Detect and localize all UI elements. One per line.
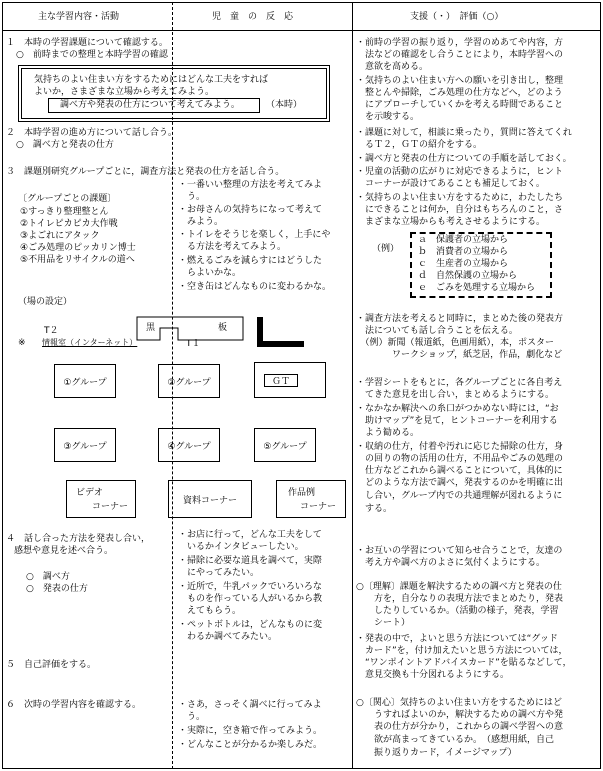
pc-room-label: 情報室（インターネット） xyxy=(42,338,138,347)
step4-title: ４ 話し合った方法を発表し合い， xyxy=(6,534,151,544)
support-line: ○〔理解〕課題を解決するための調べ方と発表の仕 xyxy=(356,582,562,592)
support-line: コーナーが設けてあることも補足しておく。 xyxy=(356,179,545,189)
reaction-line: ・一番いい整理の方法を考えてみよ xyxy=(178,180,323,190)
group-3-table: ③グループ xyxy=(54,428,116,462)
support-line: 整とんや掃除，ごみ処理の仕方などへ，どのよう xyxy=(356,88,563,98)
support-line: まざまな立場からも考えさせるようにする。 xyxy=(356,217,546,227)
reaction-line: ・ペットボトルは，どんなものに変 xyxy=(178,620,323,630)
reaction-line: ものを作っている人がいるから教 xyxy=(178,594,323,604)
step5-title: ５ 自己評価をする。 xyxy=(6,660,97,670)
step6-title: ６ 次時の学習内容を確認する。 xyxy=(6,700,142,710)
support-line: する。 xyxy=(356,504,393,514)
group-item: ④ごみ処理のピッカリン博士 xyxy=(20,243,136,253)
reaction-line: う。 xyxy=(178,712,206,722)
example-label: （例） xyxy=(372,244,400,254)
reaction-line: いるかインタビューしたい。 xyxy=(178,542,304,552)
support-line: にアプローチしていくかを考える時間であること xyxy=(356,100,564,110)
support-line: ・お互いの学習について知らせ合うことで，友達の xyxy=(356,546,563,556)
example-item: ｃ 生産者の立場から xyxy=(418,259,509,269)
support-line: したりしているか。（活動の様子，発表，学習 xyxy=(356,606,559,616)
support-line: ・調べ方と発表の仕方についての手順を話しておく。 xyxy=(356,154,572,164)
reaction-line: ・燃えるごみを減らすにはどうした xyxy=(178,256,323,266)
support-line: ・学習シートをもとに，各グループごとに各自考え xyxy=(356,378,563,388)
support-line: 助けマップ”を見て，ヒントコーナーを利用する xyxy=(356,416,558,426)
step2-sub: ○ 調べ方と発表の仕方 xyxy=(16,140,114,150)
support-line: ・前時の学習の振り返り，学習のめあてや内容，方 xyxy=(356,38,564,48)
support-line: ・発表の中で，よいと思う方法については“グッド xyxy=(356,634,558,644)
video-corner-label-1: ビデオ xyxy=(76,488,103,498)
reaction-line: えてもらう。 xyxy=(178,606,242,616)
example-item: ｂ 消費者の立場から xyxy=(418,247,509,257)
step4-sub-2: ○ 発表の仕方 xyxy=(26,584,88,594)
support-line: 法などの確認をし合うことにより，本時学習への xyxy=(356,50,564,60)
support-line: ・調査方法を考えると同時に，まとめた後の発表方 xyxy=(356,314,564,324)
reaction-line: みよう。 xyxy=(178,217,224,227)
note-mark: ※ xyxy=(18,338,26,348)
group-4-table: ④グループ xyxy=(158,428,220,462)
header-col3: 支援（・） 評価（○） xyxy=(410,12,504,22)
layout-heading: （場の設定） xyxy=(18,297,73,307)
support-line: ・気持ちのよい住まい方への願いを引き出し，整理 xyxy=(356,76,564,86)
reaction-line: ・実際に，空き箱で作ってみよう。 xyxy=(178,726,323,736)
works-corner-label-2: コーナー xyxy=(300,502,337,512)
group-item: ①すっきり整理整とん xyxy=(20,207,109,217)
column-divider-2 xyxy=(352,2,353,769)
groups-heading: 〔グループごとの課題〕 xyxy=(18,194,117,204)
step4-title-2: 感想や意見を述べ合う。 xyxy=(14,546,114,556)
blackboard-char-1: 黒 xyxy=(146,323,156,333)
support-line: 表の仕方が分かり，これからの調べ学習への意 xyxy=(356,722,564,732)
support-line: を示唆する。 xyxy=(356,112,420,122)
step1-sub: ○ 前時までの整理と本時学習の確認 xyxy=(16,50,168,60)
example-item: ｅ ごみを処理する立場から xyxy=(418,283,536,293)
support-line: 方を，自分なりの表現方法でまとめたり，発表 xyxy=(356,594,564,604)
task-focus: 調べ方や発表の仕方について考えてみよう。 xyxy=(60,100,240,110)
task-line-1: 気持ちのよい住まい方をするためにはどんな工夫をすれば xyxy=(34,75,269,85)
reaction-line: ・どんなことが分かるか楽しみだ。 xyxy=(178,740,323,750)
support-line: ○〔関心〕気持ちのよい住まい方をするためにはど xyxy=(356,698,562,708)
example-item: ｄ 自然保護の立場から xyxy=(418,271,518,281)
step4-sub-1: ○ 調べ方 xyxy=(26,572,70,582)
reaction-line: ・お店に行って，どんな工夫をして xyxy=(178,530,322,540)
support-line: ・課題に対して，相談に乗ったり，質問に答えてくれ xyxy=(356,128,572,138)
group-item: ②トイレピカピカ大作戦 xyxy=(20,219,118,229)
blackboard-char-2: 板 xyxy=(218,323,228,333)
support-line: ・児童の活動の広がりに対応できるように，ヒント xyxy=(356,167,564,177)
support-line: ・なかなか解決への糸口がつかめない時には，“お xyxy=(356,404,559,414)
support-line: 振り返りカード，イメージマップ） xyxy=(356,748,517,758)
support-line: るＴ２，ＧＴの紹介をする。 xyxy=(356,140,483,150)
support-line: 意欲を高める。 xyxy=(356,62,429,72)
reaction-line: わるか調べてみたい。 xyxy=(178,632,278,642)
header-divider xyxy=(2,30,601,31)
docs-corner: 資料コーナー xyxy=(168,480,252,518)
support-line: の回りの物の活用の仕方，不用品やごみの処理の xyxy=(356,454,564,464)
support-line: シート） xyxy=(356,618,411,628)
t1-label: T１ xyxy=(186,339,201,349)
support-line: 法についても話し合うことを伝える。 xyxy=(356,326,518,336)
reaction-line: る方法を考えてみよう。 xyxy=(178,242,287,252)
support-line: ワークショップ，紙芝居，作品，劇化など xyxy=(356,350,563,360)
example-item: ａ 保護者の立場から xyxy=(418,235,509,245)
support-line: ・収納の仕方，付着や汚れに応じた掃除の仕方，身 xyxy=(356,442,564,452)
support-line: にできることは何か，自分はもちろんのこと，さ xyxy=(356,205,564,215)
group-item: ⑤不用品をリサイクルの道へ xyxy=(20,255,135,265)
support-line: よう勧める。 xyxy=(356,428,420,438)
step3-title: ３ 課題別研究グループごとに，調査方法と発表の仕方を話し合う。 xyxy=(6,167,285,177)
support-line: カード”を，付け加えたいと思う方法については， xyxy=(356,646,568,656)
video-corner-label-2: コーナー xyxy=(92,502,129,512)
reaction-line: らよいかな。 xyxy=(178,268,242,278)
support-line: “ワンポイントアドバイスカード”を貼るなどして， xyxy=(356,658,572,668)
group-item: ③よごれにアタック xyxy=(20,231,100,241)
task-suffix: （本時） xyxy=(266,100,303,110)
reaction-line: ・空き缶はどんなものに変わるかな。 xyxy=(178,282,332,292)
support-line: （例）新聞（報道紙，色画用紙），本，ポスター xyxy=(356,338,555,348)
step2-title: ２ 本時学習の進め方について話し合う。 xyxy=(6,128,177,138)
task-line-2: よいか，さまざまな立場から考えてみよう。 xyxy=(34,87,215,97)
reaction-line: ・お母さんの気持ちになって考えて xyxy=(178,205,323,215)
header-col1: 主な学習内容・活動 xyxy=(38,12,120,22)
support-line: てきた意見を出し合い，まとめるようにする。 xyxy=(356,390,555,400)
group-2-table: ②グループ xyxy=(158,364,220,398)
step1-title: １ 本時の学習課題について確認する。 xyxy=(6,38,168,48)
support-line: 考え方や調べ方のよさに気付くようにする。 xyxy=(356,558,546,568)
reaction-line: ・掃除に必要な道具を調べて，実際 xyxy=(178,556,322,566)
group-1-table: ①グループ xyxy=(54,364,116,398)
t2-label: T２ xyxy=(44,326,59,336)
support-line: 仕方などこれから調べることについて，具体的に xyxy=(356,466,563,476)
support-line: ・気持ちのよい住まい方をするために，わたしたち xyxy=(356,193,564,203)
support-line: どのような方法で調べ，発表するのかを明確に出 xyxy=(356,478,564,488)
group-5-table: ⑤グループ xyxy=(254,428,316,462)
support-line: うすればよいのか，解決するための調べ方や発 xyxy=(356,710,564,720)
reaction-line: ・近所で，牛乳パックでいろいろな xyxy=(178,582,322,592)
header-col2: 児 童 の 反 応 xyxy=(212,12,294,22)
support-line: 意見交換も十分図れるようにする。 xyxy=(356,670,510,680)
reaction-line: ・さあ，さっそく調べに行ってみよ xyxy=(178,700,322,710)
reaction-line: ・トイレをそうじを楽しく，上手にや xyxy=(178,230,331,240)
support-line: し合い，グループ内での共通理解が図れるように xyxy=(356,491,563,501)
works-corner-label-1: 作品例 xyxy=(288,488,316,498)
gt-label: ＧＴ xyxy=(264,374,298,387)
reaction-line: う。 xyxy=(178,192,206,202)
support-line: 欲が高まってきているか。 （感想用紙，自己 xyxy=(356,735,555,745)
reaction-line: にやってみたい。 xyxy=(178,568,260,578)
